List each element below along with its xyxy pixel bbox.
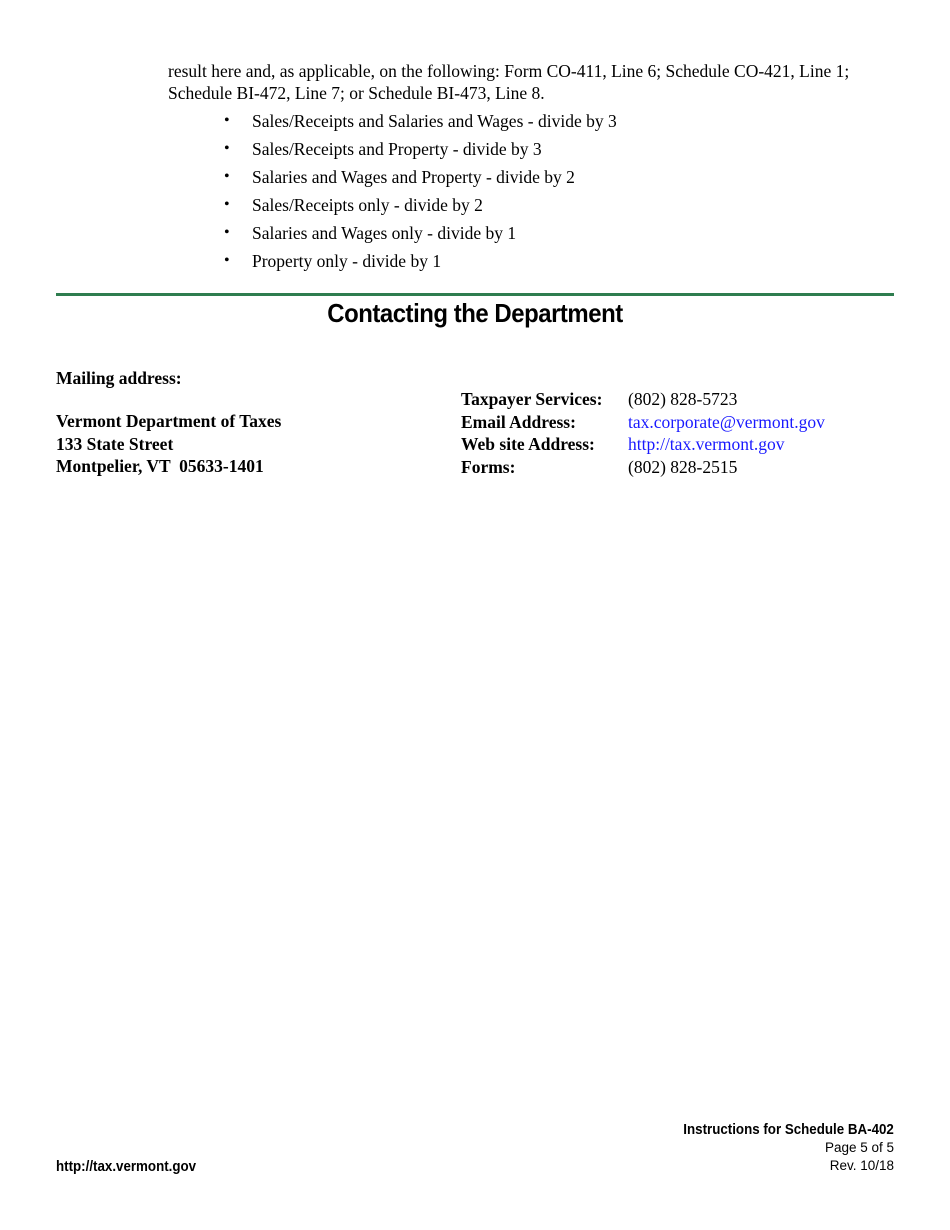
bullet-icon: • bbox=[224, 196, 230, 213]
address-line-street: 133 State Street bbox=[56, 433, 174, 454]
mailing-address bbox=[56, 410, 281, 478]
contact-table bbox=[461, 388, 825, 478]
bullet-icon: • bbox=[224, 140, 230, 157]
intro-paragraph: result here and, as applicable, on the following: Form CO-411, Line 6; Schedule CO-421, Line 1; Schedule BI-472, Line 7; or Schedule BI-473, Line 8. bbox=[168, 61, 850, 103]
list-item-text: Sales/Receipts and Property - divide by 3 bbox=[252, 139, 542, 159]
list-item-text: Salaries and Wages and Property - divide by 2 bbox=[252, 167, 575, 187]
footer-info bbox=[665, 1121, 894, 1175]
contact-row-forms bbox=[461, 456, 825, 479]
taxpayer-services-phone: (802) 828-5723 bbox=[628, 389, 738, 409]
bullet-icon: • bbox=[224, 252, 230, 269]
contact-label: Email Address: bbox=[461, 411, 576, 432]
email-link[interactable]: tax.corporate@vermont.gov bbox=[628, 411, 825, 432]
footer-title: Instructions for Schedule BA-402 bbox=[683, 1122, 894, 1138]
list-item-text: Sales/Receipts and Salaries and Wages - divide by 3 bbox=[252, 111, 617, 131]
list-item bbox=[224, 194, 617, 222]
contact-row-taxpayer-services bbox=[461, 388, 825, 411]
address-line-name: Vermont Department of Taxes bbox=[56, 411, 282, 431]
list-item-text: Salaries and Wages only - divide by 1 bbox=[252, 223, 517, 243]
list-item-text: Sales/Receipts only - divide by 2 bbox=[252, 195, 483, 215]
footer-url: http://tax.vermont.gov bbox=[56, 1159, 197, 1175]
list-item bbox=[224, 138, 617, 166]
list-item-text: Property only - divide by 1 bbox=[252, 251, 442, 271]
section-heading: Contacting the Department bbox=[327, 298, 623, 328]
mailing-address-label: Mailing address: bbox=[56, 368, 182, 388]
list-item bbox=[224, 166, 617, 194]
contact-label: Forms: bbox=[461, 456, 516, 477]
contact-label: Taxpayer Services: bbox=[461, 389, 603, 409]
bullet-icon: • bbox=[224, 112, 230, 129]
contact-row-email bbox=[461, 411, 825, 434]
forms-phone: (802) 828-2515 bbox=[628, 456, 738, 477]
list-item bbox=[224, 250, 617, 278]
website-link[interactable]: http://tax.vermont.gov bbox=[628, 434, 785, 454]
footer-revision: Rev. 10/18 bbox=[829, 1158, 894, 1173]
contact-row-website bbox=[461, 433, 825, 456]
address-line-city: Montpelier, VT 05633-1401 bbox=[56, 456, 264, 476]
contact-label: Web site Address: bbox=[461, 434, 595, 454]
list-item bbox=[224, 110, 617, 138]
divisor-list bbox=[224, 110, 617, 278]
bullet-icon: • bbox=[224, 168, 230, 185]
footer-page-number: Page 5 of 5 bbox=[824, 1140, 894, 1155]
list-item bbox=[224, 222, 617, 250]
bullet-icon: • bbox=[224, 224, 230, 241]
